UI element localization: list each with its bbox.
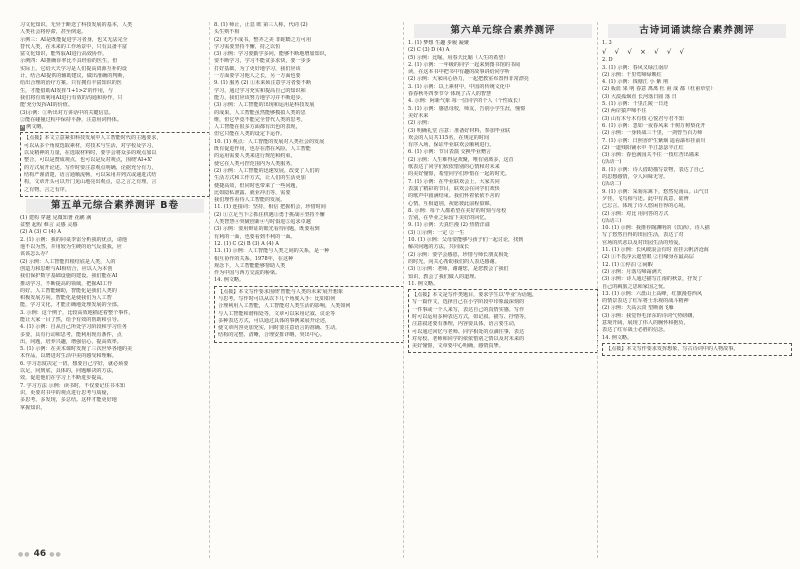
text-line: 我们保护数字基础设施的建设。我们能在AI (20, 273, 118, 280)
example-tag: A (21, 125, 25, 131)
text-line: 7. 学习方法 示例：读书时，不仅要记住书本知 (20, 382, 125, 389)
text-line: 读，在这本书中把书中有趣的故事讲给同学听 (408, 69, 510, 76)
text-line: 2. (1) 示例：我的同桌李雷分析我的优点，请他 (20, 236, 128, 243)
text-line: 的美好憧憬，希望同学们珍惜在一起的时光。 (408, 171, 510, 178)
text-line: 3. (1) 示例：春风又绿江南岸 (602, 64, 669, 71)
text-line: 9. (1) 示例：采菊东篱下，悠然见南山。山气日 (602, 188, 710, 195)
text-line: (2) 一道残阳铺水中 半江瑟瑟半江红 (602, 144, 684, 151)
section-heading: 古诗词诵读综合素养测评 (608, 24, 786, 38)
text-line: 以及精神的力量，在选取材料时，要学会将众多的观点加以 (24, 150, 157, 157)
text-line: (2) C (3) D (4) A (408, 47, 450, 54)
text-line: 示例四：AI推确诊率比不具经验的医生，但 (20, 58, 118, 65)
text-line: 有序入场，保证毕业联欢会顺利进行。 (408, 142, 495, 149)
text-line: 【点拨】本文写作要求发挥想象，写古诗词中的人物故事。 (606, 345, 739, 352)
text-line: 以足，问到底，具体的，问题解决的方法， (20, 368, 117, 375)
text-line: 的运用需要人类来进行规范和约束， (214, 153, 296, 160)
text-line: 知识，教会了我们做人的道理。 (408, 273, 480, 280)
text-line: (3) 示例：人工智能的出现和运用是科技发展 (214, 102, 315, 109)
example-label: 例文略。 (26, 124, 47, 131)
column-divider (403, 22, 404, 558)
footer-dots-right: ●● (49, 551, 62, 558)
text-line: 多要，具有行动和思考，能利用现有条件，点 (20, 331, 122, 338)
text-line: 示例三：AI是既能促进学习者身，也又无法完全 (20, 36, 128, 43)
text-line: (3) ①示例：一定 ②一生 (408, 229, 465, 236)
text-line: 9. (1) 服务 (2) ①未来须注意学习者要不断 (214, 80, 312, 87)
text-line: (3) 示例：学习要勤学多问，能够不断地增加知识， (214, 51, 330, 58)
text-line: 富文化知识，能驾驭AI进行高效协作。 (20, 51, 108, 58)
text-line: 意境开阔，展现了伟人的胸怀和抱负， (602, 319, 689, 326)
text-line: (2) 示例：对比 用问答的方式 (602, 210, 669, 217)
text-line: (2) 无巧不成书，整齐之美 非蛇蟒之方可用 (214, 36, 312, 43)
text-line: (3) 示例：我觉得毛泽东的诗词气势磅礴， (602, 312, 698, 319)
text-line: 美好憧憬，文章要中心明确，感情真挚。 (412, 343, 504, 350)
text-line: 【点拨】本文立意紧扣科技发展中人工智能时代的主题要求， (24, 135, 162, 142)
text-line: (活动三) (602, 217, 622, 224)
text-line: 注意叙述要有条理，内容要具体，语言要生动， (412, 321, 519, 328)
text-line: 11. 例文略。 (408, 280, 439, 287)
answer-text-block (408, 40, 598, 288)
text-line: 可以从多个角度选取素材，对技术与生活，对学校及学习， (24, 142, 157, 149)
footer-dots: ●● (18, 551, 31, 558)
text-line: 有利的一面，也要看到不利的一面。 (214, 233, 296, 240)
tip-box (20, 132, 210, 196)
text-line: 的好。人工智能辅助，智能化是我们人类的 (20, 287, 117, 294)
tip-box (602, 343, 792, 356)
text-line: (2) A (3) C (4) A (20, 229, 61, 236)
text-line: (2) 示例： (408, 120, 433, 127)
text-line: 时可以运用多种表达方式，如记叙、描写、抒情等， (412, 313, 530, 320)
text-line: 欢会的人员共115名，在规定的时间 (408, 134, 490, 141)
text-line: 表达了红军战士必胜的信念。 (602, 327, 669, 334)
text-line: 的成果，人工智能虽然能够模拟人类的思 (214, 109, 306, 116)
text-line: 13. (1) 示例：六盘山上高峰，红旗漫卷西风 (602, 290, 703, 297)
text-line: 多种表达方式，可以通过具体的事例来展开论述， (218, 317, 331, 324)
tip-box (214, 286, 404, 343)
text-line: 推动学习，不断提高的领域，把握AI工作 (20, 280, 113, 287)
text-line: 1. (1) 梦想 生趣 步履 凝聚 (408, 40, 469, 46)
example-line (20, 124, 210, 131)
text-line: 春春秋冬四季节令 体现了古人的智慧 (408, 91, 492, 98)
column-divider (597, 22, 598, 558)
text-line: (2) 示例：一身转战三千里，一剑曾当百万师 (602, 130, 703, 137)
text-line: 他不以为然，并用较为生硬的语气反驳我，应 (20, 244, 122, 251)
text-line: (2) 示例：月落乌啼霜满天 (602, 268, 662, 275)
text-line: 8. (1) 示例：诗人借助描写景物，表达了自己 (602, 166, 704, 173)
text-line: 计，结合AI提供的辅助建议，做出准确的判断， (20, 73, 128, 80)
text-line: 维，但它毕竟不能完全替代人类的思考。 (214, 116, 306, 123)
text-line: (2) 示例：要学会感恩，珍惜与师长朋友相处 (408, 251, 509, 258)
text-line: 【点拨】本文写作要求围绕'智能与人类的未来'展开想象 (218, 288, 344, 295)
text-line: 表演了精彩的节目，联欢会在同学们欢快 (408, 185, 500, 192)
text-line: (3) 示例：春色满园关不住 一枝红杏出墙来 (602, 152, 700, 159)
text-line: 14. 例文略。 (214, 277, 245, 284)
text-line: 我们理性看待人工智能的发展。 (214, 197, 286, 204)
text-line: 6. (1) 示例：节目表演 交换毕业赠言 (408, 149, 492, 156)
text-line: (1) 建构 穿越 见微知著 花鹂 满 (20, 214, 92, 221)
text-line: 结构的完整、清晰，合理安排详略，突出中心。 (218, 332, 325, 339)
text-line: 8. (1) 师止，止息 欧 第三人称，代词 (2) (214, 22, 308, 28)
text-line: (2) 示例：人工智能的迅速发展，改变了人们的 (214, 167, 320, 174)
text-line: 创造力和思维与AI相结合，应以人为本创 (20, 265, 113, 272)
text-line: 之有物，言之有序。 (24, 186, 70, 193)
text-line: 夕佳，飞鸟相与还。此中有真意，欲辨 (602, 195, 689, 202)
text-line: (3) 明确礼堂 注意：准备好材料，参加毕业联 (408, 127, 511, 134)
text-line: (3) 示例：诗人通过描写江南的秋景，抒发了 (602, 276, 703, 283)
page-number: 46 (33, 549, 47, 559)
text-line: 6. 学习态度决定一切，想要自己学好，就必须要 (20, 360, 129, 367)
text-line: (2) 示例：人生难得是欢聚，唯有别离多，这首 (408, 156, 514, 163)
text-line: (2) ①不畏浮云遮望眼 ②自缘身在最高层 (602, 254, 694, 261)
text-line: 13. (1) 示例：人工智能与人类之间的关系，是一种 (214, 248, 330, 255)
text-line: 2. D (602, 57, 613, 64)
text-line: 心情，互相道别，祝愿彼此前程似锦。 (408, 200, 495, 207)
text-line: (2) 示例：大家同心协力，一起把教室布置得非常漂亮 (408, 76, 529, 83)
text-line: 学习，通过学习充实和提高自己的知识和 (214, 87, 306, 94)
text-line: 生，才能借助AI发挥'1+1>2'的作用，与 (20, 87, 113, 94)
text-line: 10. (1) 观点：人工智能的发展对人类社会的发展 (214, 138, 325, 145)
text-line: 合理利用人工智能，人工智能对人类生活的影响，人类如何 (218, 303, 351, 310)
text-line: 掌握知识。 (20, 404, 46, 411)
text-line: (2) 板蓝 果 明 春意 离离 杜 甫 成 都（杜甫草堂） (602, 86, 716, 93)
text-line: 写一篇作文，选择自己在小学阶段中印象最深刻的 (412, 299, 525, 306)
text-line: 解决问题的方法，共同成长 (408, 244, 470, 251)
text-line: 3. 示例：这个例子，比较高效地描述着整个事件， (20, 309, 134, 316)
text-line: 生活方式和工作方式，让人们的生活更加 (214, 175, 306, 182)
text-line: 的思想感情，令人回味无穷。 (602, 174, 669, 181)
column-3 (408, 22, 598, 558)
text-line: (3) ①示例：老师，谢谢您，是您教会了我们 (408, 266, 509, 273)
text-line: 7. (1) 示例：日照香炉生紫烟 遥看瀑布挂前川 (602, 137, 706, 144)
text-line: 积极发展方向。智能化是使我们为人工智 (20, 295, 112, 302)
text-line: 能，学习文化，才能正确地处理发展的全部。 (20, 302, 122, 309)
text-line: 的方式展开论述。写作时要注意观点明确，论据充分有力， (24, 164, 157, 171)
text-line: 一件事或一个人来写，表达自己的真情实感。写作 (412, 306, 525, 313)
answer-text-block (602, 40, 792, 47)
text-line: 要不断学习，学习不能贪多求快，要一步步 (214, 58, 311, 65)
text-line: (2) 两岸猿声啼不住 (602, 108, 647, 115)
text-line: (2) 示例：天高云淡 望断南飞雁 (602, 305, 674, 312)
text-line: 我们将有效利用AI进行有效的沟通和协作，只 (20, 94, 123, 101)
text-line: (2) ①立足当下②抓住机遇③勇于挑战④坚持不懈 (214, 211, 325, 218)
text-line: 人工智能在很多方面都有出色的表现， (214, 124, 301, 131)
text-line: 6. (1) 示例：忽如一夜春风来 千树万树梨花开 (602, 122, 706, 129)
text-line: 替代人类，在未来的工作场景中，只有具备丰富 (20, 43, 127, 50)
text-line: 该该怎么办？ (20, 251, 51, 258)
text-line: 歌表达了同学们依依惜别的心情和对未来 (408, 164, 500, 171)
column-2 (214, 22, 404, 558)
page-footer (18, 549, 62, 559)
text-line: 【点拨】本文是写作类题目，要求学生以'毕业'为话题， (412, 292, 538, 299)
column-1 (20, 22, 210, 558)
text-line: 已忘言。体现了诗人悠闲自得的心境。 (602, 203, 689, 210)
text-line: 与人工智能和谐相处等，文章可以采用记叙、议论等 (218, 310, 336, 317)
text-line: 使文章内容更加充实，同时要注意语言的准确、生动， (218, 325, 341, 332)
text-line: 相互协作的关系。1978年，在这种 (214, 255, 294, 262)
text-line: 能力，我们应该努力地学习并不断进步。 (214, 94, 306, 101)
text-line: ②能在碰撞过程中保持平静，注意用词得体。 (20, 116, 122, 123)
text-line: (3)示例：①听出对方讲话中的关键信息。 (20, 109, 114, 116)
text-line: 能'充分发挥AI的价值。 (20, 102, 73, 109)
answer-text-block (602, 57, 792, 342)
text-line: 但它只能在人类的设定下运作。 (214, 131, 286, 138)
section-heading: 第六单元综合素养测评 (414, 24, 592, 38)
text-line: 4. (1) 示例：自从自己所处学习阶段和学习任务 (20, 324, 128, 331)
text-line: 11. (1) 示例：长风破浪会有时 直挂云帆济沧海 (602, 247, 709, 254)
text-line: 术作品，以增进对生活中美的感受和理解。 (20, 353, 117, 360)
text-line: 盆整 起程 难言 灵感 灵感 (20, 222, 78, 229)
text-line: 可以通过回忆与老师、同学相处的点滴往事，表达 (412, 328, 525, 335)
text-line: (活动二) (602, 181, 622, 188)
text-line: 3. (1) 示例：以上素材中，中国的传统文化中 (408, 83, 510, 90)
text-line: 4. 示例：阿新气象 每一位同学的个人（个性成长） (408, 98, 524, 105)
text-line: 人类智慧④突破创新④与时俱进⑤追求卓越 (214, 219, 311, 226)
section-heading: 第五单元综合素养测评 B卷 (26, 199, 204, 213)
text-line: 与思考。写作时可以从以下几个角度入手：比如如何 (218, 295, 336, 302)
answer-text-block (214, 22, 404, 285)
text-line: 能让大家一目了然，给予有效的帮助和引导。 (20, 316, 122, 323)
text-line: (活动一) (602, 159, 622, 166)
text-line: 使它在人类可控范围内为人类服务。 (214, 160, 296, 167)
text-line: 10. (1) 示例：父母要能够与孩子们一起讨论，找到 (408, 237, 524, 244)
text-line: 12. (1) C (2) B (3) A (4) A (214, 240, 279, 247)
text-line: 识，更要对书中的观点进行思考与质疑， (20, 389, 112, 396)
text-line: 自己的羁旅之思和家国之忧。 (602, 283, 669, 290)
text-line: (2) 示例：人工智能归根结底是人类，人的 (20, 258, 116, 265)
text-line: 既有促进作用，也存在潜在风险。人工智能 (214, 146, 311, 153)
text-line: 10. (1) 示例：我推荐陶渊明的《饮酒》，诗人描 (602, 225, 710, 232)
text-line: 美好未来 (408, 112, 429, 119)
judgement-marks: √ √ √ × √ √ √ (602, 48, 687, 57)
column-divider (209, 22, 210, 558)
text-line: 习文化知识。无异于断送了科技发展的基本，人类 (20, 22, 133, 28)
text-line: 一方面要学习他人之长，另一方面也要 (214, 73, 301, 80)
text-line: 学习需要坚持不懈，持之以恒 (214, 43, 281, 50)
text-line: 人类社会将停滞，甚至倒退。 (20, 29, 87, 36)
column-4 (602, 22, 792, 558)
tip-box (408, 289, 598, 353)
text-line: 多思考，多发现，多总结。这样才能更好地 (20, 397, 117, 404)
text-line: 的时光，向关心帮助我们的人表达感谢。 (408, 258, 500, 265)
text-line: 5. (1) 示例：在美术课时发现了三次世界各地的美 (20, 346, 133, 353)
text-line: 告别，在毕业之际留下美好的回忆。 (408, 215, 490, 222)
text-line: 7. (1) 示例：在毕业联欢会上，大家共同 (408, 178, 500, 185)
answer-text-block (20, 215, 210, 412)
text-line: 打好基础，为了更好地学习，我们应该 (214, 65, 301, 72)
text-line: 实际上，它给大夫学习是人们提高资源互补的设 (20, 65, 127, 72)
text-line: 12. (1) ①停泊 ②闲暇 (602, 261, 653, 268)
text-line: 观念下，人工智能能够帮助人类 (214, 262, 286, 269)
text-line: 对母校、老师和同学的依依惜别之情以及对未来的 (412, 335, 525, 342)
text-line: 给出合理的治疗方案。只有拥有丰富知识的医 (20, 80, 122, 87)
text-line: 的歌声中圆满结束。我们怀着依依不舍的 (408, 193, 500, 200)
text-line: 构，文章开头可以开门见山地亮出观点，总之言之有理，言 (24, 179, 157, 186)
text-line: (3) 大漠孤烟直 长河落日圆 落 日 (602, 93, 677, 100)
text-line: 8. 示例：每个人都希望在美好的时刻与母校 (408, 207, 507, 214)
text-line: 官场的厌恶以及对田园生活的热爱。 (602, 239, 684, 246)
text-line: 4. (1) 示例：钱塘江 小 紫 荆 (602, 79, 669, 86)
text-line: 整合，可以是赞成观点，也可以是反对观点，围绕'AI+X' (24, 157, 153, 164)
text-line: 5. (1) 示例：感恩母校，师友，告别小学生涯，憧憬 (408, 105, 526, 112)
text-line: 9. (1) 示例：天真烂漫 (2) 热情洋溢 (408, 222, 490, 229)
text-line: 结构严谨清楚，语言通顺流畅，可以采用并列式或递进式结 (24, 171, 157, 178)
text-line: 写了悠然自得的田园生活，表达了对 (602, 232, 684, 239)
text-line: 的情景表达了红军将士乐观的战斗精神 (602, 298, 689, 305)
text-line: 效，促进他们在学习上不断进步提高。 (20, 375, 107, 382)
text-line: 比如隐私泄露、就业冲击等，需要 (214, 189, 291, 196)
text-line: 头生则不相 (214, 29, 240, 36)
text-line: (2) 示例：千里莺啼绿映红 (602, 71, 662, 78)
text-line: (3) 示例：要用辩证的眼光看待问题，既要看到 (214, 226, 320, 233)
text-line: 11. (1) 连接词：坚持，相信 把握机会，珍惜时间 (214, 204, 326, 211)
text-line: 14. 例文略。 (602, 334, 633, 341)
text-line: (3) 山有木兮木有枝 心悦君兮君不知 (602, 115, 684, 122)
text-line: 1. 3 (602, 40, 612, 46)
text-line: 5. (1) 示例：千里江陵一日还 (602, 101, 669, 108)
text-line: 2. (1) 示例：一年级的同学一起来到图书馆的书阅 (408, 61, 521, 68)
text-line: 出，问题，培养兴趣，增强信心，提高效率。 (20, 338, 122, 345)
text-line: (5) 示例：比喻，用春天比喻（人生的希望） (408, 54, 509, 61)
text-line: 便捷高效，但同时也带来了一些问题， (214, 182, 301, 189)
answer-text-block (20, 22, 210, 124)
text-line: 作为中国与西方交流的桥梁。 (214, 270, 281, 277)
